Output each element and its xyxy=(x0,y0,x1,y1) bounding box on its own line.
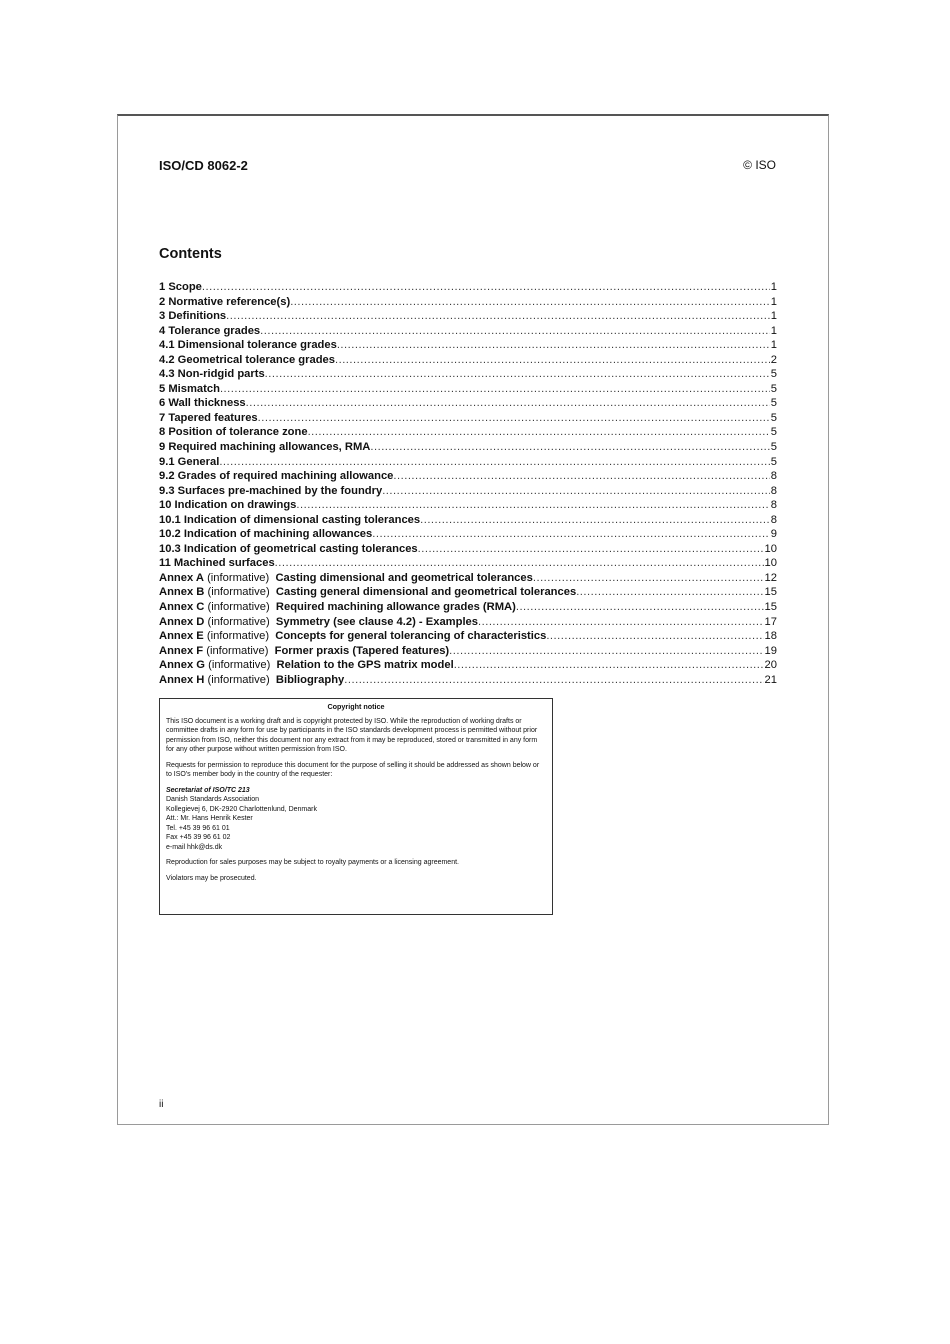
toc-entry[interactable] xyxy=(159,367,777,382)
toc-annex-label xyxy=(159,600,516,615)
toc-leader-dots xyxy=(290,295,770,310)
toc-entry-page: 8 xyxy=(770,470,777,483)
toc-entry-page: 5 xyxy=(770,426,777,439)
toc-entry[interactable] xyxy=(159,382,777,397)
annex-title: Symmetry (see clause 4.2) - Examples xyxy=(275,615,478,628)
toc-entry-page: 5 xyxy=(770,382,777,395)
contents-heading: Contents xyxy=(159,246,222,262)
toc-entry[interactable] xyxy=(159,425,777,440)
toc-leader-dots xyxy=(260,324,770,339)
annex-id: Annex B xyxy=(159,586,205,599)
annex-type: (informative) xyxy=(204,601,276,614)
toc-leader-dots xyxy=(344,673,763,688)
toc-leader-dots xyxy=(296,498,769,513)
document-id: ISO/CD 8062-2 xyxy=(159,158,248,173)
secretariat-block xyxy=(166,786,546,853)
toc-leader-dots xyxy=(220,382,770,397)
notice-paragraph: Violators may be prosecuted. xyxy=(166,874,257,882)
toc-leader-dots xyxy=(372,527,770,542)
toc-leader-dots xyxy=(219,455,769,470)
annex-title: Former praxis (Tapered features) xyxy=(274,644,450,657)
toc-entry[interactable] xyxy=(159,324,777,339)
toc-annex-entry[interactable] xyxy=(159,615,777,630)
table-of-contents xyxy=(159,280,777,687)
annex-type: (informative) xyxy=(204,673,276,686)
toc-leader-dots xyxy=(265,367,770,382)
page-number: ii xyxy=(159,1099,164,1110)
toc-entry-page: 20 xyxy=(764,659,777,672)
notice-paragraph: Reproduction for sales purposes may be subject to royalty payments or a licensing agreement. xyxy=(166,859,459,866)
toc-entry-label: 1 Scope xyxy=(159,281,202,293)
annex-id: Annex E xyxy=(159,630,204,643)
toc-annex-label xyxy=(159,571,533,586)
address-line: Fax +45 39 96 61 02 xyxy=(166,834,231,841)
toc-annex-entry[interactable] xyxy=(159,629,777,644)
toc-annex-label xyxy=(159,673,344,688)
toc-entry-page: 19 xyxy=(764,644,777,657)
annex-id: Annex D xyxy=(159,615,205,628)
secretariat-title: Secretariat of ISO/TC 213 xyxy=(166,786,250,794)
toc-entry-label: 9.1 General xyxy=(159,455,220,468)
toc-leader-dots xyxy=(308,425,770,440)
toc-entry[interactable] xyxy=(159,556,777,571)
toc-annex-entry[interactable] xyxy=(159,585,777,600)
annex-type: (informative) xyxy=(204,615,276,628)
toc-entry[interactable] xyxy=(159,455,777,470)
toc-entry[interactable] xyxy=(159,469,777,484)
toc-entry-label: 9.3 Surfaces pre-machined by the foundry xyxy=(159,484,383,497)
toc-leader-dots xyxy=(382,484,770,499)
annex-type: (informative) xyxy=(205,659,277,672)
toc-entry-page: 18 xyxy=(764,630,777,643)
annex-id: Annex A xyxy=(159,571,204,584)
toc-annex-label xyxy=(159,615,478,630)
toc-entry-label: 4.3 Non-ridgid parts xyxy=(159,368,265,381)
toc-leader-dots xyxy=(533,571,764,586)
toc-entry-label: 5 Mismatch xyxy=(159,382,220,395)
address-line: Danish Standards Association xyxy=(166,796,259,803)
toc-entry[interactable] xyxy=(159,338,777,353)
toc-entry-page: 1 xyxy=(770,281,777,293)
toc-entry-page: 5 xyxy=(770,441,777,454)
address-line: Tel. +45 39 96 61 01 xyxy=(166,824,230,832)
toc-entry[interactable] xyxy=(159,396,777,411)
toc-entry-page: 5 xyxy=(770,368,777,381)
address-line: Att.: Mr. Hans Henrik Kester xyxy=(166,815,253,822)
toc-leader-dots xyxy=(516,600,764,615)
toc-entry[interactable] xyxy=(159,484,777,499)
toc-entry-page: 9 xyxy=(770,528,777,541)
toc-leader-dots xyxy=(576,585,763,600)
annex-title: Concepts for general tolerancing of characteristics xyxy=(275,630,547,643)
toc-entry[interactable] xyxy=(159,542,777,557)
notice-paragraph: Requests for permission to reproduce this document for the purpose of selling it should be addressed as shown below or to ISO's member body in the country of the requester: xyxy=(166,761,540,778)
toc-entry-page: 8 xyxy=(770,513,777,526)
toc-entry-page: 1 xyxy=(770,295,777,308)
toc-entry-page: 5 xyxy=(770,455,777,468)
annex-id: Annex G xyxy=(159,659,206,672)
toc-leader-dots xyxy=(337,338,770,353)
annex-title: Required machining allowance grades (RMA) xyxy=(275,601,516,614)
toc-entry-page: 17 xyxy=(764,615,777,628)
annex-id: Annex F xyxy=(159,644,204,657)
toc-leader-dots xyxy=(546,629,763,644)
toc-entry-label: 11 Machined surfaces xyxy=(159,557,275,570)
toc-annex-label xyxy=(159,658,454,673)
toc-entry-label: 3 Definitions xyxy=(159,310,227,323)
toc-entry-label: 9 Required machining allowances, RMA xyxy=(159,441,371,454)
toc-entry-page: 21 xyxy=(764,673,777,686)
toc-entry-page: 1 xyxy=(770,339,777,352)
annex-type: (informative) xyxy=(203,630,276,643)
annex-id: Annex H xyxy=(159,673,205,686)
copyright-mark: © ISO xyxy=(743,158,776,172)
toc-annex-label xyxy=(159,585,576,600)
toc-annex-entry[interactable] xyxy=(159,571,777,586)
toc-entry-label: 10.3 Indication of geometrical casting tolerances xyxy=(159,542,418,555)
annex-title: Casting general dimensional and geometrical tolerances xyxy=(275,586,577,599)
toc-entry-label: 10.2 Indication of machining allowances xyxy=(159,528,373,541)
toc-entry[interactable] xyxy=(159,295,777,310)
annex-type: (informative) xyxy=(204,586,276,599)
annex-title: Relation to the GPS matrix model xyxy=(276,659,454,672)
copyright-notice-box xyxy=(159,698,553,915)
toc-entry-label: 4.2 Geometrical tolerance grades xyxy=(159,353,335,366)
toc-entry[interactable] xyxy=(159,353,777,368)
toc-entry-label: 2 Normative reference(s) xyxy=(159,295,291,308)
toc-entry[interactable] xyxy=(159,280,777,295)
toc-entry[interactable] xyxy=(159,498,777,513)
toc-leader-dots xyxy=(335,353,770,368)
toc-entry-page: 15 xyxy=(764,601,777,614)
toc-entry-page: 5 xyxy=(770,411,777,424)
toc-entry-page: 2 xyxy=(770,353,777,366)
toc-leader-dots xyxy=(449,644,763,659)
toc-entry[interactable] xyxy=(159,411,777,426)
toc-annex-label xyxy=(159,644,449,659)
annex-title: Casting dimensional and geometrical tolerances xyxy=(275,571,533,584)
toc-entry-page: 15 xyxy=(764,586,777,599)
document-page xyxy=(117,114,829,1125)
toc-entry-page: 1 xyxy=(770,324,777,337)
toc-leader-dots xyxy=(258,411,770,426)
toc-leader-dots xyxy=(393,469,769,484)
annex-title: Bibliography xyxy=(275,673,345,686)
toc-entry-page: 12 xyxy=(764,571,777,584)
toc-entry[interactable] xyxy=(159,527,777,542)
toc-entry-page: 1 xyxy=(770,310,777,323)
toc-annex-entry[interactable] xyxy=(159,600,777,615)
toc-leader-dots xyxy=(370,440,769,455)
toc-leader-dots xyxy=(226,309,770,324)
annex-type: (informative) xyxy=(203,644,275,657)
annex-type: (informative) xyxy=(203,571,276,584)
toc-entry-label: 10 Indication on drawings xyxy=(159,499,297,512)
toc-entry-label: 4 Tolerance grades xyxy=(159,324,261,337)
toc-entry-label: 9.2 Grades of required machining allowance xyxy=(159,470,394,483)
address-line: e-mail hhk@ds.dk xyxy=(166,843,223,851)
toc-entry[interactable] xyxy=(159,309,777,324)
address-line: Kollegievej 6, DK-2920 Charlottenlund, Denmark xyxy=(166,805,317,813)
toc-entry[interactable] xyxy=(159,440,777,455)
toc-annex-entry[interactable] xyxy=(159,673,777,688)
toc-entry-page: 5 xyxy=(770,397,777,410)
annex-id: Annex C xyxy=(159,601,205,614)
toc-entry-label: 6 Wall thickness xyxy=(159,397,246,410)
toc-leader-dots xyxy=(275,556,764,571)
toc-leader-dots xyxy=(246,396,770,411)
toc-entry-page: 10 xyxy=(764,542,777,555)
toc-annex-label xyxy=(159,629,546,644)
notice-title: Copyright notice xyxy=(327,702,385,711)
toc-leader-dots xyxy=(478,615,764,630)
toc-entry-label: 8 Position of tolerance zone xyxy=(159,426,308,439)
toc-entry-label: 7 Tapered features xyxy=(159,411,258,424)
toc-entry-page: 8 xyxy=(770,499,777,512)
toc-leader-dots xyxy=(202,280,770,295)
toc-leader-dots xyxy=(418,542,764,557)
toc-entry-label: 10.1 Indication of dimensional casting tolerances xyxy=(159,513,421,526)
toc-annex-entry[interactable] xyxy=(159,658,777,673)
toc-entry-page: 8 xyxy=(770,484,777,497)
toc-entry-label: 4.1 Dimensional tolerance grades xyxy=(159,339,337,352)
notice-paragraph: This ISO document is a working draft and is copyright protected by ISO. While the reproduction of working drafts or committee drafts in any form for use by participants in the ISO standards development process is permitted without prior permission from ISO, neither this document nor any extract from it may be reproduced, stored or transmitted in any form for any other purpose without written permission from ISO. xyxy=(166,717,538,753)
toc-annex-entry[interactable] xyxy=(159,644,777,659)
toc-leader-dots xyxy=(420,513,770,528)
toc-leader-dots xyxy=(454,658,764,673)
toc-entry-page: 10 xyxy=(764,557,777,570)
toc-entry[interactable] xyxy=(159,513,777,528)
